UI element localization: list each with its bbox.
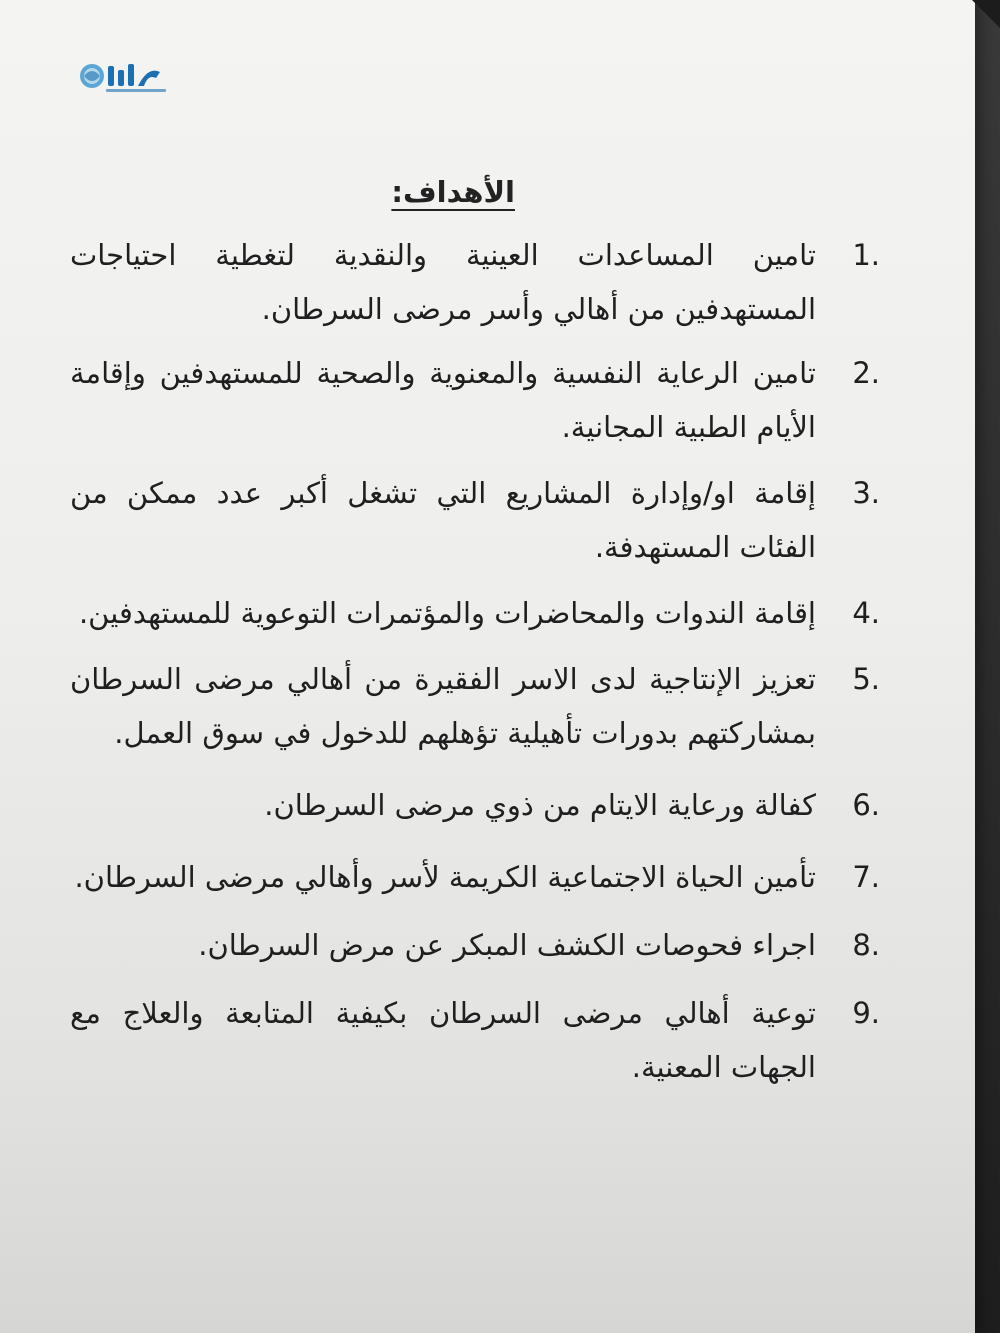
goal-text: تعزيز الإنتاجية لدى الاسر الفقيرة من أهالي مرضى السرطان بمشاركتهم بدورات تأهيلية تؤهلهم للدخول في سوق العمل. [70, 662, 816, 750]
goal-text: تامين الرعاية النفسية والمعنوية والصحية للمستهدفين وإقامة الأيام الطبية المجانية. [70, 356, 816, 444]
document-heading: الأهداف: [391, 175, 515, 209]
goal-item-5 [70, 652, 880, 760]
goal-text: كفالة ورعاية الايتام من ذوي مرضى السرطان. [264, 788, 816, 822]
goal-item-3 [70, 466, 880, 574]
background-corner [972, 0, 1000, 28]
goal-item-4 [70, 586, 880, 640]
goal-number: 8. [852, 928, 880, 962]
goal-item-9 [70, 986, 880, 1094]
goal-text: توعية أهالي مرضى السرطان بكيفية المتابعة والعلاج مع الجهات المعنية. [70, 996, 816, 1084]
goal-text: إقامة الندوات والمحاضرات والمؤتمرات التوعوية للمستهدفين. [78, 596, 816, 630]
goal-text: تامين المساعدات العينية والنقدية لتغطية احتياجات المستهدفين من أهالي وأسر مرضى السرطان. [70, 238, 816, 326]
goal-item-1 [70, 228, 880, 336]
goal-number: 6. [852, 788, 880, 822]
goal-text: إقامة او/وإدارة المشاريع التي تشغل أكبر عدد ممكن من الفئات المستهدفة. [70, 476, 816, 564]
goal-number: 5. [852, 662, 880, 696]
goal-number: 3. [852, 476, 880, 510]
goal-item-7 [70, 850, 880, 904]
goal-number: 1. [852, 238, 880, 272]
goal-text: اجراء فحوصات الكشف المبكر عن مرض السرطان. [198, 928, 816, 962]
goals-list [70, 228, 880, 1104]
goal-text: تأمين الحياة الاجتماعية الكريمة لأسر وأهالي مرضى السرطان. [74, 860, 816, 894]
news-agency-logo [78, 60, 170, 96]
goal-item-6 [70, 778, 880, 832]
goal-number: 7. [852, 860, 880, 894]
goal-number: 2. [852, 356, 880, 390]
goal-number: 9. [852, 996, 880, 1030]
goal-item-8 [70, 918, 880, 972]
goal-item-2 [70, 346, 880, 454]
goal-number: 4. [852, 596, 880, 630]
